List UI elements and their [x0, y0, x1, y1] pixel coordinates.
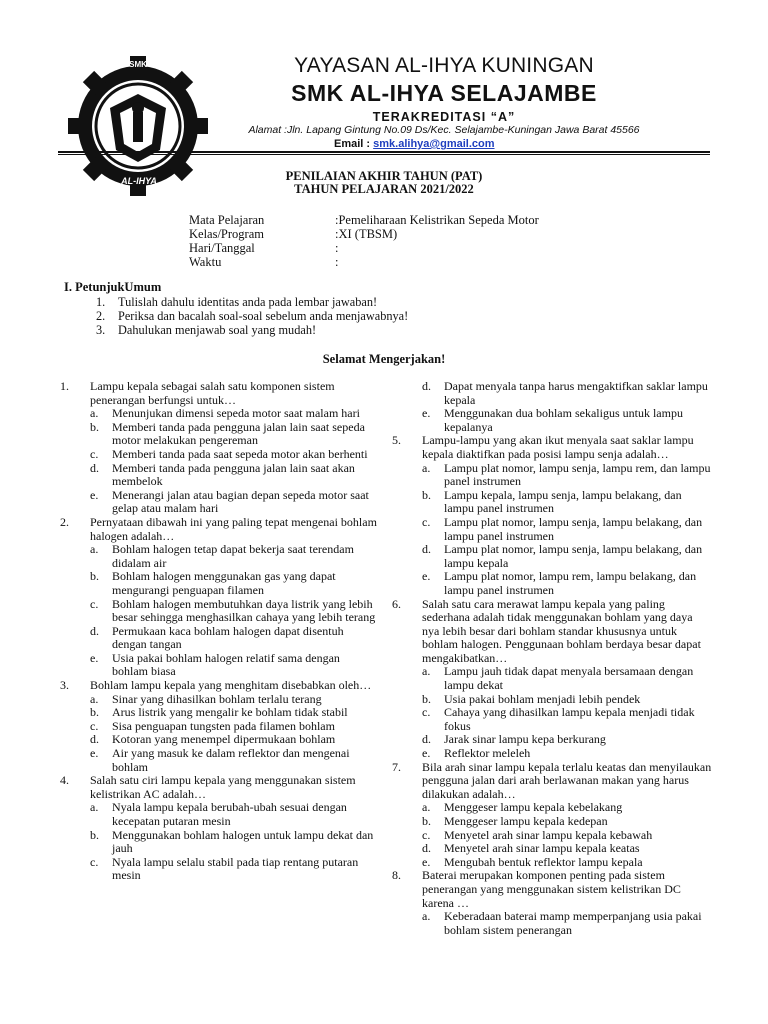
answer-option	[392, 380, 712, 407]
option-letter: d.	[90, 460, 99, 475]
question-text: Bohlam lampu kepala yang menghitam disebabkan oleh…	[90, 678, 372, 693]
info-value: :Pemeliharaan Kelistrikan Sepeda Motor	[335, 213, 539, 227]
question-4	[60, 774, 378, 883]
option-text: Lampu plat nomor, lampu senja, lampu belakang, dan lampu kepala	[444, 542, 703, 570]
option-letter: a.	[422, 460, 431, 475]
answer-option	[422, 733, 712, 747]
instruction-text: Dahulukan menjawab soal yang mudah!	[118, 323, 317, 337]
option-letter: b.	[422, 814, 431, 828]
answer-option	[392, 407, 712, 434]
info-label: Mata Pelajaran	[189, 213, 265, 227]
question-number: 3.	[60, 678, 69, 693]
answer-option	[422, 829, 712, 843]
question-7	[392, 761, 712, 870]
answer-option	[90, 693, 378, 707]
option-letter: a.	[422, 909, 431, 924]
option-letter: d.	[422, 841, 431, 856]
question-text: Salah satu ciri lampu kepala yang menggunakan sistem kelistrikan AC adalah…	[90, 773, 356, 801]
option-text: Nyala lampu selalu stabil pada tiap rentang putaran mesin	[112, 854, 359, 883]
option-text: Memberi tanda pada pengguna jalan lain saat akan membelok	[112, 460, 355, 489]
info-value: :XI (TBSM)	[335, 227, 398, 241]
option-text: Kotoran yang menempel dipermukaan bohlam	[112, 732, 336, 747]
option-letter: e.	[90, 746, 99, 761]
option-letter: a.	[90, 800, 99, 815]
option-text: Reflektor meleleh	[444, 746, 531, 761]
info-value: :	[335, 255, 339, 269]
answer-option	[422, 815, 712, 829]
instruction-text: Periksa dan bacalah soal-soal sebelum anda menjawabnya!	[118, 309, 409, 323]
answer-option	[90, 652, 378, 679]
option-letter: c.	[90, 446, 99, 461]
option-letter: c.	[90, 596, 99, 611]
answer-option	[90, 625, 378, 652]
option-text: Menggunakan bohlam halogen untuk lampu dekat dan jauh	[112, 827, 374, 856]
option-letter: e.	[422, 406, 431, 421]
question-text: Lampu-lampu yang akan ikut menyala saat saklar lampu kepala diaktifkan pada posisi lampu senja adalah…	[422, 433, 694, 461]
email-label: Email :	[334, 138, 371, 150]
option-letter: d.	[90, 732, 99, 747]
questions-left-column	[60, 380, 378, 883]
answer-option	[422, 462, 712, 489]
questions-right-column	[392, 380, 712, 937]
answer-option	[90, 733, 378, 747]
option-letter: a.	[90, 542, 99, 557]
option-letter: b.	[90, 419, 99, 434]
logo-text-top: SMK	[129, 60, 147, 69]
option-text: Dapat menyala tanpa harus mengaktifkan saklar lampu kepala	[444, 379, 708, 407]
answer-option	[422, 543, 712, 570]
option-letter: d.	[422, 542, 431, 557]
exam-title: PENILAIAN AKHIR TAHUN (PAT)	[285, 169, 483, 183]
option-letter: e.	[422, 569, 431, 584]
answer-option	[90, 421, 378, 448]
question-number: 2.	[60, 514, 69, 529]
option-letter: b.	[90, 569, 99, 584]
logo-text-bottom: AL-IHYA	[121, 176, 157, 186]
option-text: Usia pakai bohlam halogen relatif sama dengan bohlam biasa	[112, 650, 340, 679]
option-text: Menyetel arah sinar lampu kepala keatas	[444, 841, 640, 856]
instruction-number: 3.	[96, 323, 106, 337]
question-number: 1.	[60, 379, 69, 393]
option-letter: c.	[90, 854, 99, 869]
answer-option	[90, 747, 378, 774]
option-letter: c.	[422, 514, 431, 529]
answer-option	[90, 598, 378, 625]
question-text: Lampu kepala sebagai salah satu komponen sistem penerangan berfungsi untuk…	[90, 379, 335, 407]
option-text: Lampu plat nomor, lampu senja, lampu rem, dan lampu panel instrumen	[444, 460, 711, 489]
school-name: SMK AL-IHYA SELAJAMBE	[291, 80, 597, 106]
info-value: :	[335, 241, 339, 255]
instruction-text: Tulislah dahulu identitas anda pada lembar jawaban!	[118, 295, 378, 309]
option-text: Menunjukan dimensi sepeda motor saat malam hari	[112, 406, 360, 421]
option-text: Sisa penguapan tungsten pada filamen bohlam	[112, 718, 335, 733]
option-letter: c.	[90, 718, 99, 733]
question-text: Baterai merupakan komponen penting pada sistem penerangan yang menggunakan sistem kelistrikan DC karena …	[422, 868, 681, 910]
answer-option	[90, 801, 378, 828]
info-label: Hari/Tanggal	[189, 241, 255, 255]
question-text: Salah satu cara merawat lampu kepala yang paling sederhana adalah tidak menggunakan bohlam yang daya nya lebih besar dari bohlam standar khususnya untuk bohlam halogen. Penggunaan bohlam berdaya besar dapat mengakibatkan…	[422, 596, 701, 665]
answer-option	[422, 693, 712, 707]
option-letter: a.	[90, 691, 99, 706]
option-text: Lampu plat nomor, lampu senja, lampu belakang, dan lampu panel instrumen	[444, 514, 703, 543]
option-text: Permukaan kaca bohlam halogen dapat disentuh dengan tangan	[112, 623, 344, 652]
answer-option	[422, 801, 712, 815]
option-letter: b.	[422, 691, 431, 706]
option-text: Menggeser lampu kepala kedepan	[444, 814, 608, 828]
exam-year: TAHUN PELAJARAN 2021/2022	[294, 182, 474, 196]
option-text: Air yang masuk ke dalam reflektor dan mengenai bohlam	[112, 746, 350, 774]
option-letter: e.	[90, 650, 99, 665]
option-text: Menyetel arah sinar lampu kepala kebawah	[444, 827, 653, 842]
option-text: Menerangi jalan atau bagian depan sepeda motor saat gelap atau malam hari	[112, 487, 369, 516]
option-text: Bohlam halogen membutuhkan daya listrik yang lebih besar sehingga menghasilkan cahaya yang lebih terang	[112, 596, 376, 625]
answer-option	[90, 543, 378, 570]
answer-option	[422, 570, 712, 597]
option-text: Bohlam halogen tetap dapat bekerja saat terendam didalam air	[112, 542, 354, 570]
option-text: Mengubah bentuk reflektor lampu kepala	[444, 854, 643, 869]
option-letter: c.	[422, 827, 431, 842]
option-letter: b.	[90, 827, 99, 842]
option-text: Arus listrik yang mengalir ke bohlam tidak stabil	[112, 705, 348, 720]
foundation-name: YAYASAN AL-IHYA KUNINGAN	[294, 54, 594, 77]
answer-option	[422, 516, 712, 543]
option-text: Jarak sinar lampu kepa berkurang	[444, 732, 606, 747]
option-text: Lampu plat nomor, lampu rem, lampu belakang, dan lampu panel instrumen	[444, 569, 697, 597]
option-letter: a.	[422, 664, 431, 679]
answer-option	[422, 910, 712, 937]
question-8	[392, 869, 712, 937]
option-text: Memberi tanda pada pengguna jalan lain saat sepeda motor melakukan pengereman	[112, 419, 365, 448]
school-address: Alamat :Jln. Lapang Gintung No.09 Ds/Kec. Selajambe-Kuningan Jawa Barat 45566	[248, 124, 640, 136]
option-text: Menggunakan dua bohlam sekaligus untuk lampu kepalanya	[444, 406, 683, 434]
header-rule	[58, 151, 710, 153]
question-6	[392, 598, 712, 761]
answer-option	[90, 720, 378, 734]
answer-option	[90, 448, 378, 462]
question-number: 6.	[392, 596, 401, 611]
answer-option	[90, 489, 378, 516]
answer-option	[422, 747, 712, 761]
email-link[interactable]: smk.alihya@gmail.com	[373, 138, 495, 150]
question-number: 8.	[392, 868, 401, 883]
option-text: Lampu kepala, lampu senja, lampu belakang, dan lampu panel instrumen	[444, 487, 682, 516]
option-letter: e.	[422, 746, 431, 761]
info-label: Kelas/Program	[189, 227, 264, 241]
answer-option	[422, 706, 712, 733]
option-letter: d.	[422, 379, 431, 393]
option-letter: a.	[422, 800, 431, 815]
question-5	[392, 434, 712, 597]
option-text: Nyala lampu kepala berubah-ubah sesuai dengan kecepatan putaran mesin	[112, 800, 347, 828]
question-1	[60, 380, 378, 516]
answer-option	[90, 706, 378, 720]
option-text: Cahaya yang dihasilkan lampu kepala menjadi tidak fokus	[444, 705, 695, 733]
school-email-line	[220, 138, 720, 150]
info-label: Waktu	[189, 255, 222, 269]
option-letter: d.	[422, 732, 431, 747]
question-number: 7.	[392, 759, 401, 774]
instruction-number: 1.	[96, 295, 106, 309]
option-letter: e.	[422, 854, 431, 869]
instructions-heading: I. PetunjukUmum	[64, 280, 162, 294]
accreditation: TERAKREDITASI “A”	[372, 110, 516, 124]
answer-option	[90, 856, 378, 883]
question-number: 4.	[60, 773, 69, 788]
greeting: Selamat Mengerjakan!	[322, 352, 446, 366]
question-3	[60, 679, 378, 774]
answer-option	[422, 856, 712, 870]
answer-option	[90, 829, 378, 856]
answer-option	[90, 407, 378, 421]
option-text: Usia pakai bohlam menjadi lebih pendek	[444, 691, 641, 706]
option-letter: b.	[90, 705, 99, 720]
header-rule-thin	[58, 154, 710, 155]
option-text: Menggeser lampu kepala kebelakang	[444, 800, 623, 815]
option-text: Memberi tanda pada saat sepeda motor akan berhenti	[112, 446, 368, 461]
instruction-number: 2.	[96, 309, 106, 323]
option-text: Keberadaan baterai mamp memperpanjang usia pakai bohlam sistem penerangan	[444, 909, 702, 937]
option-letter: a.	[90, 406, 99, 421]
answer-option	[90, 462, 378, 489]
option-letter: d.	[90, 623, 99, 638]
option-letter: b.	[422, 487, 431, 502]
option-text: Lampu jauh tidak dapat menyala bersamaan dengan lampu dekat	[444, 664, 694, 693]
question-text: Bila arah sinar lampu kepala terlalu keatas dan menyilaukan pengguna jalan dari arah berlawanan makan yang harus dilakukan adalah…	[422, 759, 712, 801]
answer-option	[90, 570, 378, 597]
option-text: Bohlam halogen menggunakan gas yang dapat mengurangi penguapan filamen	[112, 569, 336, 597]
answer-option	[422, 489, 712, 516]
option-text: Sinar yang dihasilkan bohlam terlalu terang	[112, 691, 322, 706]
question-number: 5.	[392, 433, 401, 448]
answer-option	[422, 842, 712, 856]
option-letter: c.	[422, 705, 431, 720]
option-letter: e.	[90, 487, 99, 502]
question-text: Pernyataan dibawah ini yang paling tepat mengenai bohlam halogen adalah…	[90, 514, 377, 543]
question-2	[60, 516, 378, 679]
answer-option	[422, 665, 712, 692]
